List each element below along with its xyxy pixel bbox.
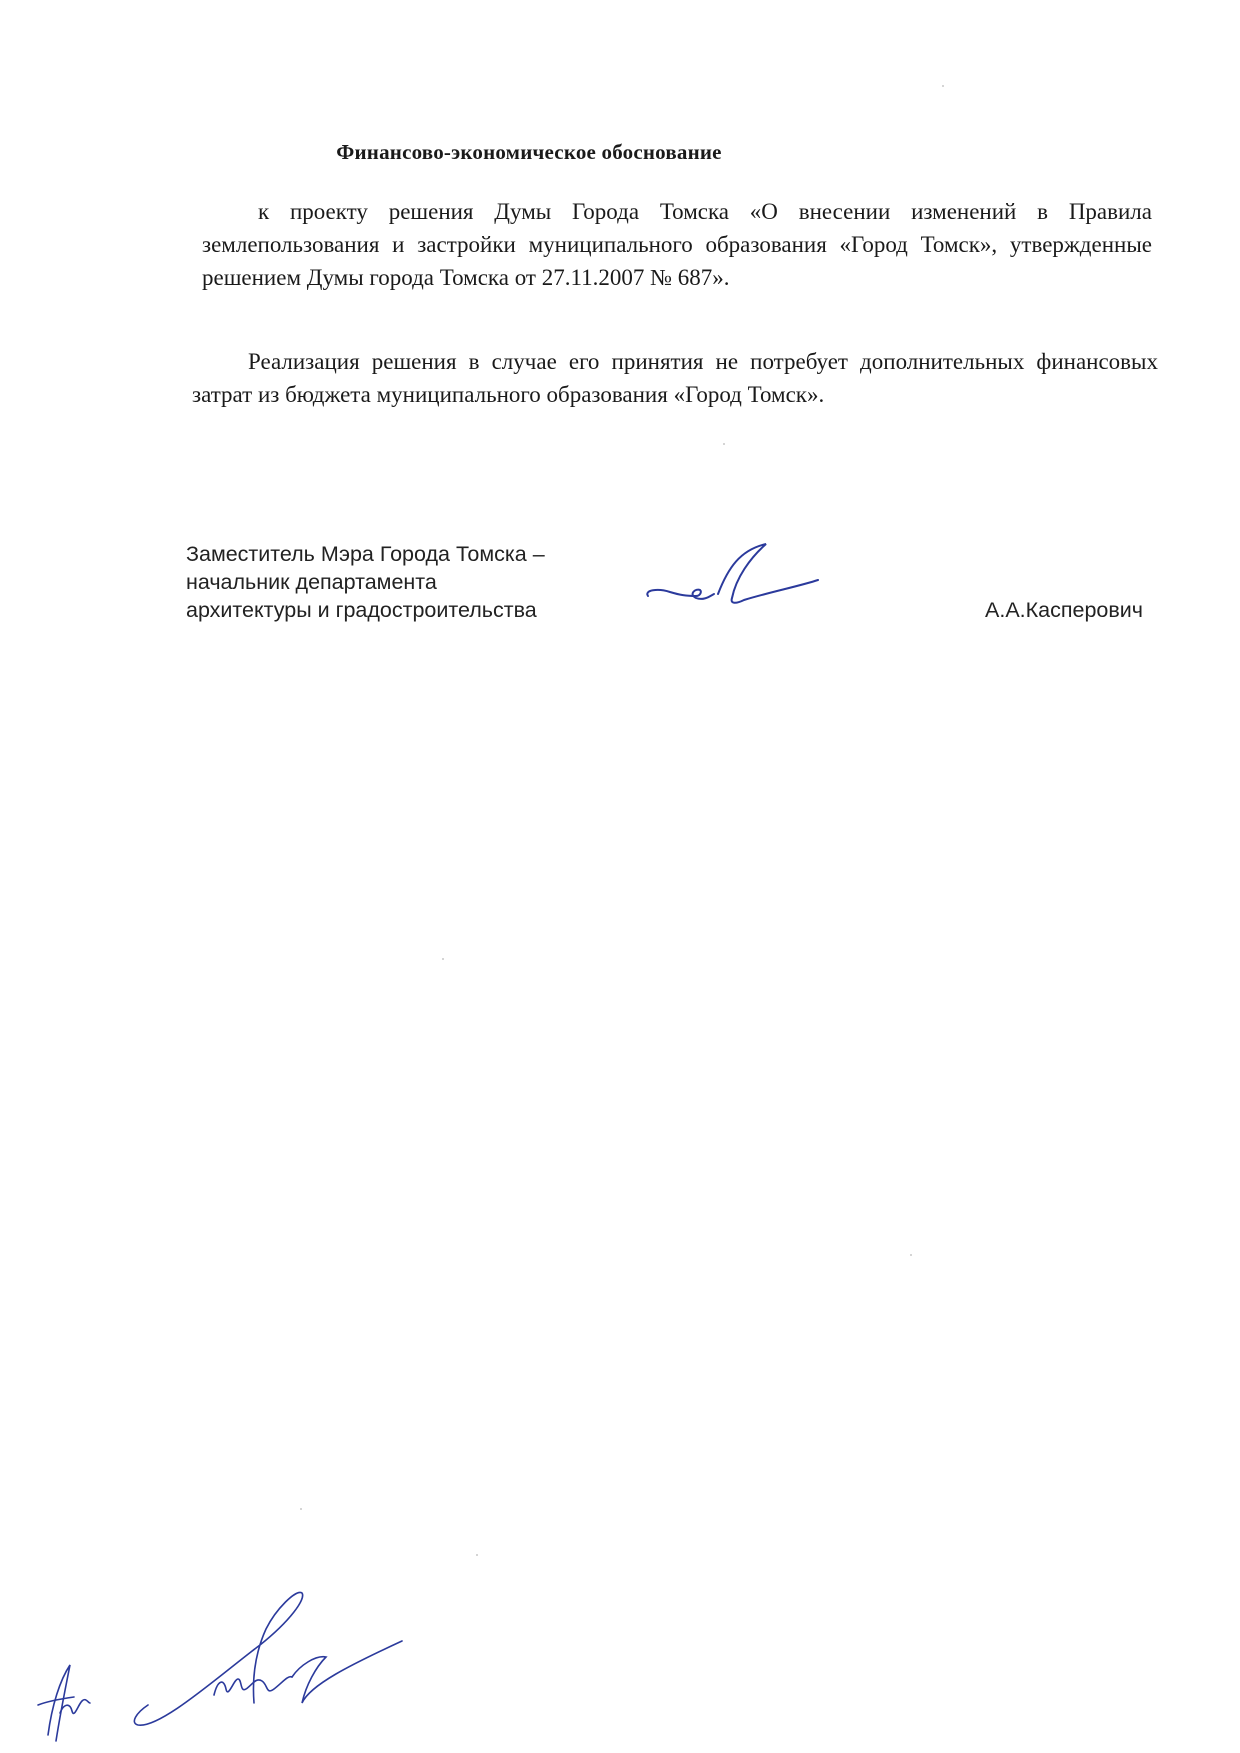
signer-position-line-1: Заместитель Мэра Города Томска – xyxy=(186,542,545,566)
document-body: Реализация решения в случае его принятия не потребует дополнительных финансовых затрат из бюджета муниципального образования «Город Томск». xyxy=(192,349,1158,407)
initials-signature xyxy=(30,1585,410,1745)
scan-speck xyxy=(723,443,725,445)
scan-speck xyxy=(476,1554,478,1556)
signer-position xyxy=(186,540,606,624)
document-subject: к проекту решения Думы Города Томска «О внесении изменений в Правила землепользования и застройки муниципального образования «Город Томск», утвержденные решением Думы города Томска от 27.11.2007 № 687». xyxy=(202,199,1152,290)
scan-speck xyxy=(942,85,944,87)
scan-speck xyxy=(442,958,444,960)
signer-position-line-3: архитектуры и градостроительства xyxy=(186,598,537,622)
signer-name: А.А.Касперович xyxy=(985,598,1144,622)
scan-speck xyxy=(300,1508,302,1510)
signer-position-line-2: начальник департамента xyxy=(186,570,437,594)
handwritten-signature xyxy=(640,538,820,618)
document-title: Финансово-экономическое обоснование xyxy=(336,140,722,164)
scan-speck xyxy=(910,1254,912,1256)
